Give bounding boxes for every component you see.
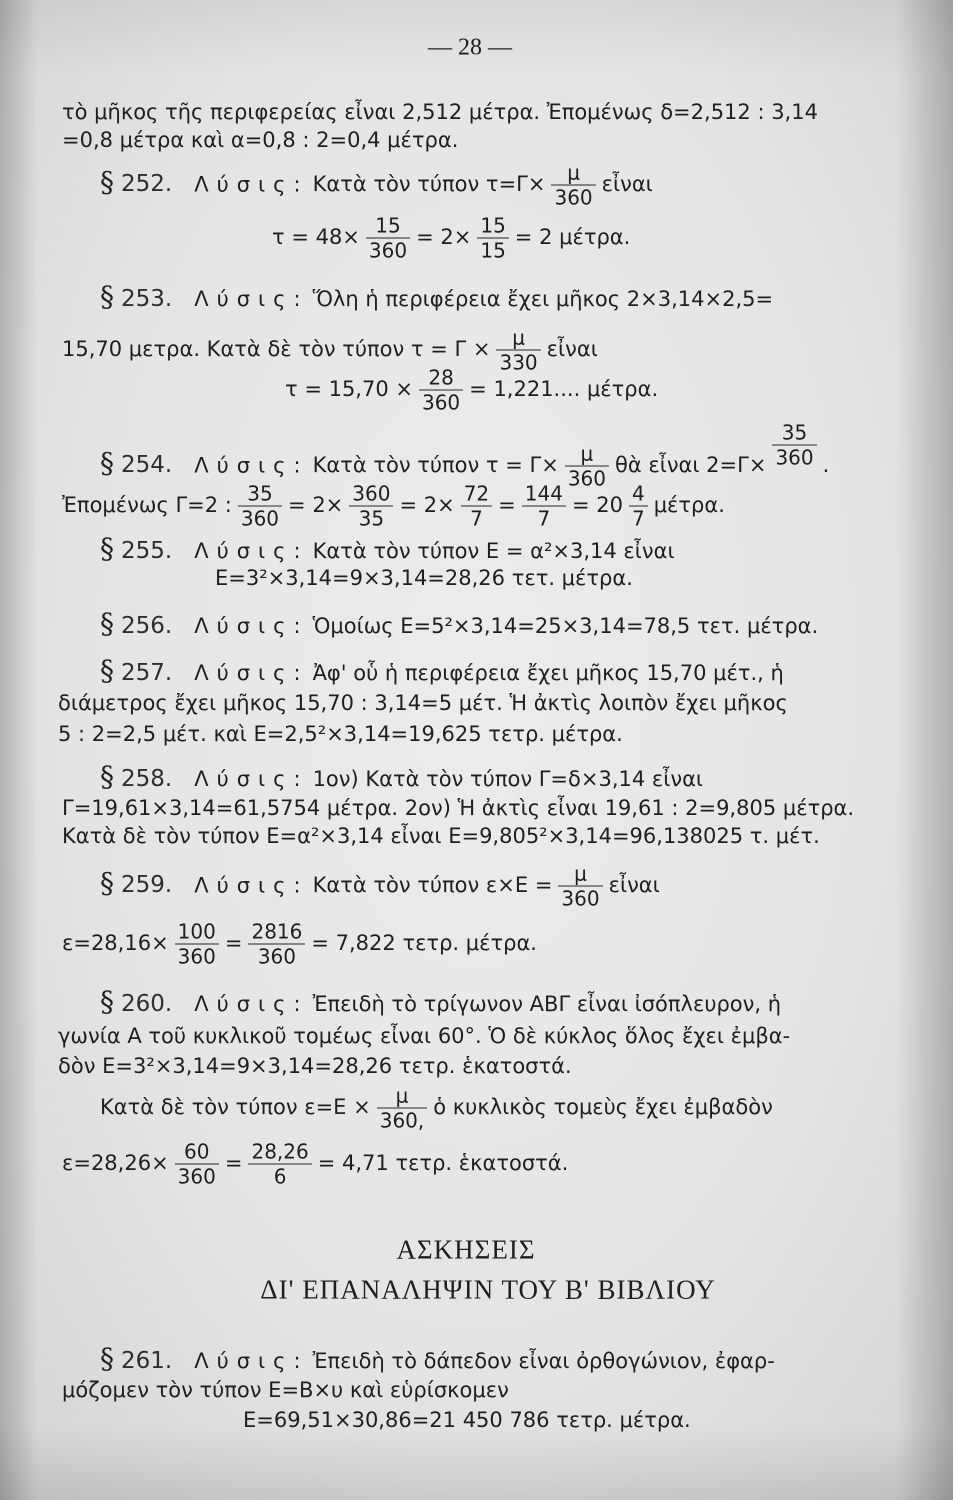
line-text: τὸ μῆκος τῆς περιφερείας εἶναι 2,512 μέτρα. Ἐπομένως δ=2,512 : 3,14 <box>62 100 818 124</box>
section-heading-line <box>100 607 819 640</box>
section-mark: § <box>100 1342 114 1375</box>
line-text: τ = 15,70 × <box>285 377 413 401</box>
section-heading-line <box>100 532 675 565</box>
line-text: Γ=19,61×3,14=61,5754 μέτρα. 2ον) Ἡ ἀκτὶς εἶναι 19,61 : 2=9,805 μέτρα. <box>62 796 855 820</box>
section-heading-line <box>100 654 784 687</box>
fraction <box>477 215 508 262</box>
line-text: μόζομεν τὸν τύπον Ε=Β×υ καὶ εὑρίσκομεν <box>62 1378 509 1402</box>
fraction-numerator: 15 <box>366 215 410 239</box>
line-text: εἶναι <box>601 172 653 196</box>
text-line <box>62 795 854 821</box>
equation-line <box>62 921 537 968</box>
fraction-denominator: 360 <box>177 944 216 969</box>
fraction-numerator: 2816 <box>248 921 305 945</box>
line-text: Ἐπομένως Γ=2 : <box>62 493 232 517</box>
fraction-numerator: 15 <box>477 215 508 239</box>
fraction-numerator: μ <box>551 162 595 186</box>
line-text: = <box>224 1151 243 1175</box>
fraction <box>772 422 816 469</box>
equation-line <box>285 367 658 414</box>
line-text: 5 : 2=2,5 μέτ. καὶ Ε=2,5²×3,14=19,625 τετρ. μέτρα. <box>58 722 623 746</box>
fraction-numerator: 35 <box>772 422 816 446</box>
text-line <box>58 721 623 747</box>
line-text: = 20 <box>571 493 623 517</box>
fraction-numerator: μ <box>377 1085 428 1109</box>
line-text: Ἀφ' οὗ ἡ περιφέρεια ἔχει μῆκος 15,70 μέτ., ἡ <box>312 661 784 685</box>
text-line <box>62 1377 509 1403</box>
section-number: 252. <box>121 171 173 197</box>
text-line <box>62 127 458 153</box>
section-mark: § <box>100 760 114 793</box>
section-heading-line <box>100 760 704 793</box>
fraction-numerator: 360 <box>349 483 393 507</box>
line-text: = <box>224 931 243 955</box>
line-text: = 2× <box>399 493 455 517</box>
fraction-numerator: 144 <box>522 483 566 507</box>
fraction-numerator: 35 <box>238 483 282 507</box>
solution-label: Λύσις: <box>194 614 309 638</box>
section-mark: § <box>100 866 114 899</box>
line-text: διάμετρος ἔχει μῆκος 15,70 : 3,14=5 μέτ. Ἡ ἀκτὶς λοιπὸν ἔχει μῆκος <box>58 691 788 715</box>
fraction <box>461 483 492 530</box>
line-text: 15,70 μετρα. Κατὰ δὲ τὸν τύπον τ = Γ × <box>62 337 491 361</box>
section-mark: § <box>100 165 114 198</box>
line-text: = <box>498 493 516 517</box>
line-text: ὁ κυκλικὸς τομεὺς ἔχει ἐμβαδὸν <box>433 1095 773 1119</box>
fraction-numerator: μ <box>558 863 602 887</box>
section-number: 260. <box>121 991 173 1017</box>
exercises-heading-title: ΑΣΚΗΣΕΙΣ <box>396 1234 536 1265</box>
fraction <box>522 483 566 530</box>
exercises-heading-subtitle: ΔΙ' ΕΠΑΝΑΛΗΨΙΝ ΤΟΥ Β' ΒΙΒΛΙΟΥ <box>260 1274 716 1305</box>
fraction-denominator: 360 <box>368 238 408 263</box>
fraction-denominator: 330 <box>499 350 538 375</box>
solution-label: Λύσις: <box>194 172 309 196</box>
section-number: 253. <box>121 286 173 312</box>
line-text: = 2× <box>288 493 344 517</box>
fraction-denominator: 35 <box>358 506 385 531</box>
line-text: θὰ εἶναι 2=Γ× <box>615 453 767 477</box>
line-text: Κατὰ τὸν τύπον τ=Γ× <box>312 172 546 196</box>
fraction-denominator: 360 <box>421 390 461 415</box>
fraction <box>419 367 463 414</box>
line-text: Ἐπειδὴ τὸ τρίγωνον ΑΒΓ εἶναι ἰσόπλευρον, ἡ <box>312 992 782 1016</box>
section-heading-line <box>100 1342 775 1375</box>
fraction-denominator: 360 <box>567 466 606 491</box>
fraction-denominator: 7 <box>537 506 551 531</box>
solution-label: Λύσις: <box>194 287 309 311</box>
fraction <box>349 483 393 530</box>
section-number: 256. <box>121 613 173 639</box>
line-text: μέτρα. <box>653 493 725 517</box>
fraction <box>175 921 219 968</box>
fraction-denominator: 360, <box>379 1108 425 1133</box>
text-line <box>100 1085 773 1132</box>
solution-label: Λύσις: <box>194 661 309 685</box>
fraction <box>377 1085 428 1132</box>
line-text: = 7,822 τετρ. μέτρα. <box>311 931 537 955</box>
section-heading-line <box>100 162 653 209</box>
line-text: Κατὰ τὸν τύπον ε×Ε = <box>312 873 553 897</box>
fraction-denominator: 7 <box>631 506 645 531</box>
line-text: Ὁμοίως Ε=5²×3,14=25×3,14=78,5 τετ. μέτρα. <box>312 614 819 638</box>
fraction-denominator: 360 <box>554 185 593 210</box>
fraction <box>551 162 595 209</box>
line-text: = 2× <box>416 225 472 249</box>
equation-line <box>215 565 633 591</box>
fraction-numerator: 28 <box>419 367 463 391</box>
line-text: Κατὰ τὸν τύπον Ε = α²×3,14 εἶναι <box>312 539 675 563</box>
line-text: τ = 48× <box>272 225 360 249</box>
line-text: Ἐπειδὴ τὸ δάπεδον εἶναι ὀρθογώνιον, ἐφαρ- <box>312 1349 775 1373</box>
section-mark: § <box>100 446 114 479</box>
line-text: εἶναι <box>608 873 660 897</box>
fraction-denominator: 15 <box>480 238 506 263</box>
line-text: Ε=69,51×30,86=21 450 786 τετρ. μέτρα. <box>243 1408 691 1432</box>
fraction <box>248 1141 311 1188</box>
line-text: = 2 μέτρα. <box>514 225 631 249</box>
equation-line <box>243 1407 691 1433</box>
solution-label: Λύσις: <box>194 767 309 791</box>
line-text: Κατὰ τὸν τύπον τ = Γ× <box>312 453 559 477</box>
section-number: 259. <box>121 872 173 898</box>
line-text: Ε=3²×3,14=9×3,14=28,26 τετ. μέτρα. <box>215 566 633 590</box>
text-line <box>58 690 788 716</box>
section-heading-line <box>100 280 774 313</box>
solution-label: Λύσις: <box>194 539 309 563</box>
line-text: 1ον) Κατὰ τὸν τύπον Γ=δ×3,14 εἶναι <box>312 767 704 791</box>
line-text: γωνία Α τοῦ κυκλικοῦ τομέως εἶναι 60°. Ὁ δὲ κύκλος ὅλος ἔχει ἐμβα- <box>58 1024 791 1048</box>
text-line <box>58 1023 790 1049</box>
line-text: Ὅλη ἡ περιφέρεια ἔχει μῆκος 2×3,14×2,5= <box>312 287 774 311</box>
text-line <box>58 1053 572 1079</box>
line-text: =0,8 μέτρα καὶ α=0,8 : 2=0,4 μέτρα. <box>62 128 459 152</box>
section-heading-line <box>100 863 660 910</box>
solution-label: Λύσις: <box>194 453 309 477</box>
section-number: 258. <box>121 766 173 792</box>
fraction <box>248 921 305 968</box>
section-mark: § <box>100 607 114 640</box>
equation-line <box>272 215 630 262</box>
section-number: 261. <box>121 1348 173 1374</box>
fraction-numerator: μ <box>565 443 609 467</box>
fraction-numerator: 72 <box>461 483 492 507</box>
fraction-denominator: 6 <box>273 1164 287 1189</box>
section-number: 254. <box>121 452 173 478</box>
line-text: . <box>822 453 830 477</box>
solution-label: Λύσις: <box>194 992 309 1016</box>
section-mark: § <box>100 985 114 1018</box>
fraction-numerator: 100 <box>175 921 219 945</box>
section-mark: § <box>100 654 114 687</box>
section-heading-line <box>100 985 782 1018</box>
line-text: = 4,71 τετρ. ἑκατοστά. <box>317 1151 569 1175</box>
fraction <box>175 1141 219 1188</box>
fraction-numerator: 4 <box>629 483 648 507</box>
fraction-denominator: 360 <box>177 1164 216 1189</box>
fraction-denominator: 360 <box>240 506 280 531</box>
equation-line <box>62 483 725 530</box>
line-text: εἶναι <box>546 337 598 361</box>
fraction-numerator: 60 <box>175 1141 219 1165</box>
fraction <box>629 483 648 530</box>
text-line <box>62 823 820 849</box>
page-number: — 28 — <box>428 34 512 61</box>
line-text: = 1,221.... μέτρα. <box>469 377 659 401</box>
solution-label: Λύσις: <box>194 873 309 897</box>
text-line <box>62 99 818 125</box>
line-text: δὸν Ε=3²×3,14=9×3,14=28,26 τετρ. ἑκατοστά. <box>58 1054 572 1078</box>
line-text: Κατὰ δὲ τὸν τύπον Ε=α²×3,14 εἶναι Ε=9,805²×3,14=96,138025 τ. μέτ. <box>62 824 820 848</box>
solution-label: Λύσις: <box>194 1349 309 1373</box>
fraction-denominator: 360 <box>257 944 297 969</box>
fraction <box>558 863 602 910</box>
fraction-denominator: 7 <box>470 506 483 531</box>
fraction <box>238 483 282 530</box>
fraction-denominator: 360 <box>775 445 814 470</box>
fraction <box>366 215 410 262</box>
fraction-denominator: 360 <box>561 886 600 911</box>
section-mark: § <box>100 280 114 313</box>
section-mark: § <box>100 532 114 565</box>
line-text: ε=28,16× <box>62 931 169 955</box>
fraction-numerator: 28,26 <box>248 1141 311 1165</box>
section-number: 257. <box>121 660 173 686</box>
line-text: Κατὰ δὲ τὸν τύπον ε=Ε × <box>100 1095 371 1119</box>
equation-line <box>62 1141 568 1188</box>
line-text: ε=28,26× <box>62 1151 169 1175</box>
fraction-numerator: μ <box>496 327 540 351</box>
section-number: 255. <box>121 538 173 564</box>
